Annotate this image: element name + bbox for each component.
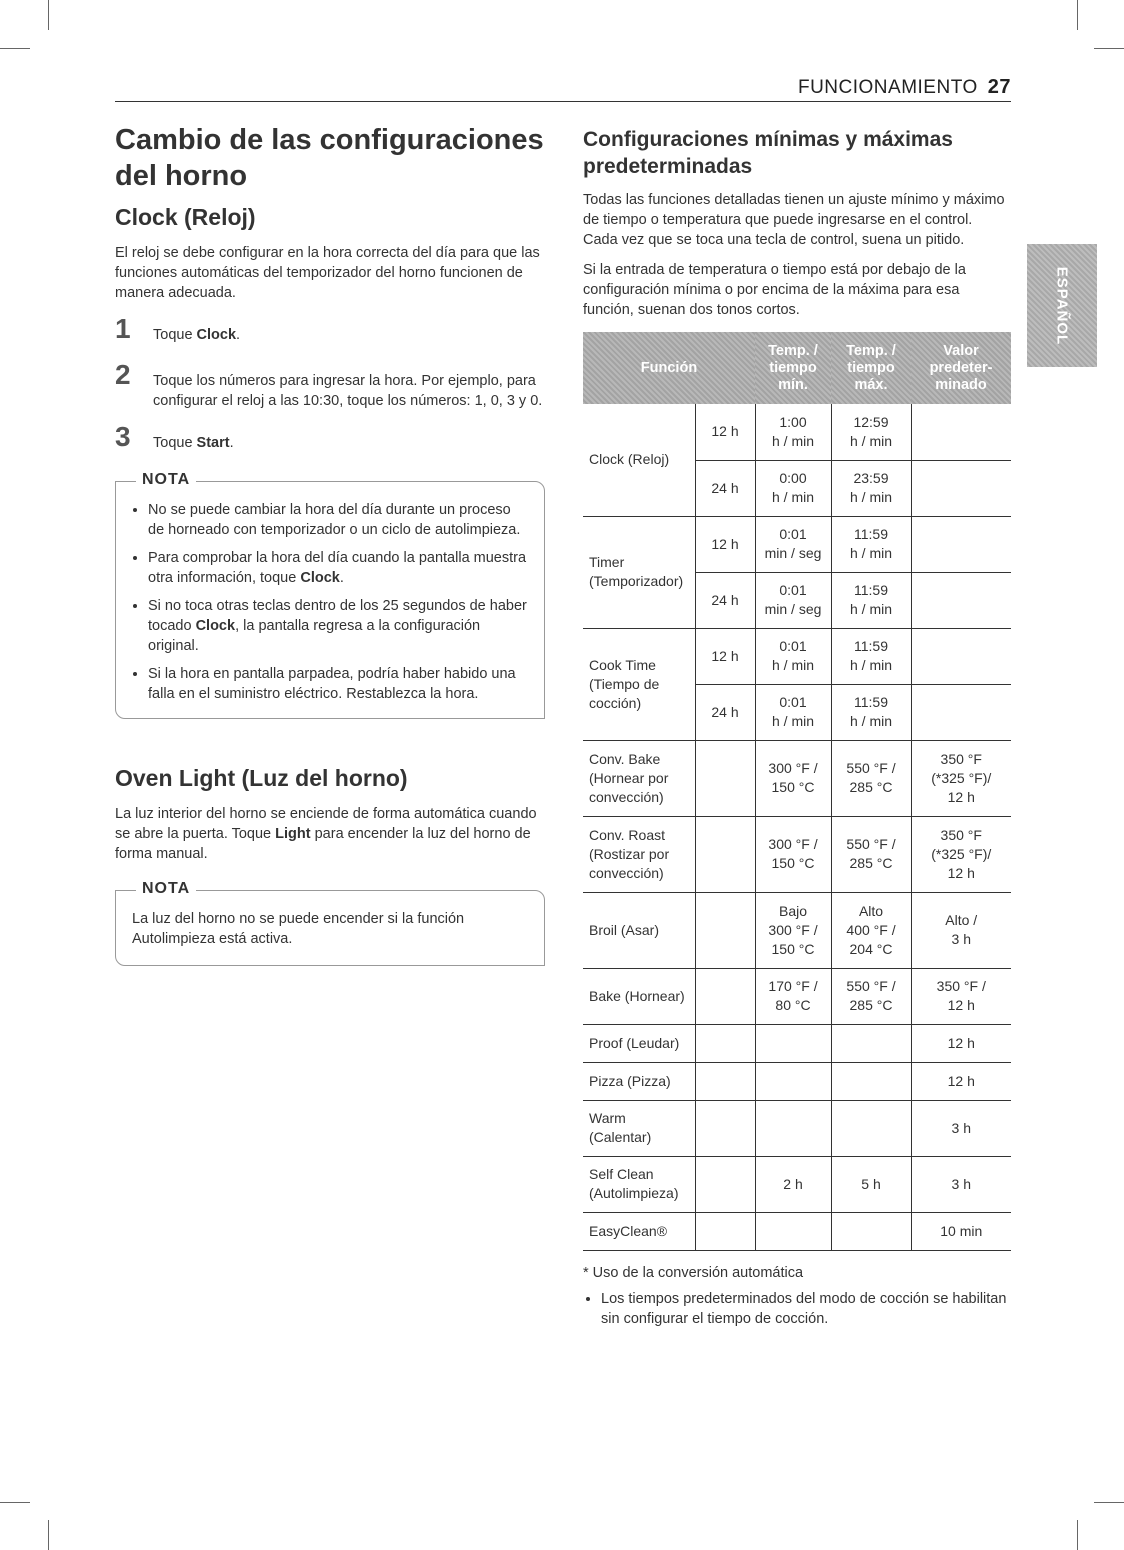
step-text: Toque [153,327,197,343]
table-cell: Proof (Leudar) [583,1024,695,1062]
step-1 [115,313,545,345]
intro-paragraph: Todas las funciones detalladas tienen un ajuste mínimo y máximo de tiempo o temperatura que puede ingresarse en el control. Cada vez que se toca una tecla de control, suena un pitido. [583,192,1005,248]
note-list [132,500,530,704]
table-cell: Cook Time (Tiempo de cocción) [583,628,695,740]
table-row [583,816,1011,892]
table-cell [695,892,755,968]
page-header [798,76,1011,99]
table-cell: 0:01 min / seg [755,516,831,572]
table-cell: 12 h [911,1062,1011,1100]
note-box [115,880,545,966]
crop-mark [1077,1520,1078,1550]
language-tab-label: ESPAÑOL [1053,266,1071,346]
step-2 [115,359,545,411]
language-tab [1027,244,1097,367]
table-cell: Alto / 3 h [911,892,1011,968]
crop-mark [0,1502,30,1503]
step-3 [115,421,545,453]
page-number: 27 [987,76,1011,98]
table-cell: 0:01 min / seg [755,572,831,628]
table-cell: 300 °F / 150 °C [755,740,831,816]
section-title: FUNCIONAMIENTO [797,77,978,98]
table-cell: Broil (Asar) [583,892,695,968]
table-cell [911,628,1011,684]
table-cell: Bake (Hornear) [583,968,695,1024]
table-cell: Clock (Reloj) [583,404,695,516]
note-text: La luz del horno no se puede encender si la función Autolimpieza está activa. [132,911,465,947]
table-cell: EasyClean® [583,1212,695,1250]
table-cell [831,1100,911,1156]
table-cell: 300 °F / 150 °C [755,816,831,892]
table-cell: Conv. Bake (Hornear por convección) [583,740,695,816]
table-cell [755,1024,831,1062]
table-row [583,892,1011,968]
table-row [583,516,1011,572]
table-row [583,628,1011,684]
table-cell: 170 °F / 80 °C [755,968,831,1024]
table-cell: Alto 400 °F / 204 °C [831,892,911,968]
table-row [583,968,1011,1024]
table-cell [755,1212,831,1250]
table-cell [695,816,755,892]
table-cell [755,1062,831,1100]
table-cell [911,404,1011,460]
bullet-item: • Los tiempos predeterminados del modo de cocción se habilitan sin configurar el tiempo de cocción. [601,1289,1011,1329]
table-cell [831,1024,911,1062]
table-cell: 5 h [831,1156,911,1212]
note-title: NOTA [136,471,196,489]
table-row [583,740,1011,816]
table-cell: Warm (Calentar) [583,1100,695,1156]
table-header-row [583,332,1011,404]
table-cell [695,968,755,1024]
note-item: • Si no toca otras teclas dentro de los 25 segundos de haber tocado Clock, la pantalla regresa a la configuración original. [148,596,530,656]
table-cell: 2 h [755,1156,831,1212]
table-cell [695,1024,755,1062]
table-cell [695,1156,755,1212]
table-cell: 550 °F / 285 °C [831,968,911,1024]
table-cell: 24 h [695,684,755,740]
page-title: Cambio de las configuraciones del horno [115,124,544,192]
table-cell: 11:59 h / min [831,572,911,628]
table-cell: Pizza (Pizza) [583,1062,695,1100]
table-row [583,1212,1011,1250]
table-cell [911,460,1011,516]
table-row [583,1100,1011,1156]
column-header: Función [583,332,755,404]
clock-heading: Clock (Reloj) [115,204,256,230]
table-cell: 24 h [695,460,755,516]
table-cell: 0:01 h / min [755,684,831,740]
table-cell [831,1212,911,1250]
table-cell [911,516,1011,572]
table-cell: 12 h [695,516,755,572]
table-cell [695,1212,755,1250]
intro-paragraph: Si la entrada de temperatura o tiempo está por debajo de la configuración mínima o por encima de la máxima para esa función, suenan dos tonos cortos. [583,262,966,318]
table-cell [911,572,1011,628]
table-row [583,1156,1011,1212]
table-cell: 12 h [695,628,755,684]
table-cell: 11:59 h / min [831,516,911,572]
table-cell: Self Clean (Autolimpieza) [583,1156,695,1212]
crop-mark [0,48,30,49]
note-item: • Si la hora en pantalla parpadea, podría haber habido una falla en el suministro eléctrico. Restablezca la hora. [148,664,530,704]
step-number: 2 [115,359,131,390]
step-text: Toque los números para ingresar la hora. Por ejemplo, para configurar el reloj a las 10:30, toque los números: 1, 0, 3 y 0. [153,373,543,409]
step-text: . [229,435,234,451]
table-row [583,1062,1011,1100]
table-cell: 12:59 h / min [831,404,911,460]
light-intro: La luz interior del horno se enciende de forma automática cuando se abre la puerta. Toque Light para encender la luz del horno de forma manual. [115,806,537,862]
step-key: Clock [196,327,237,343]
note-item: • Para comprobar la hora del día cuando la pantalla muestra otra información, toque Clock. [148,548,530,588]
crop-mark [1094,1502,1124,1503]
header-rule [115,101,1011,102]
table-cell: 1:00 h / min [755,404,831,460]
table-cell: Timer (Temporizador) [583,516,695,628]
table-body [583,404,1011,1250]
note-title: NOTA [136,880,196,898]
settings-table [583,332,1011,1251]
table-cell [755,1100,831,1156]
crop-mark [1077,0,1078,30]
table-cell: 11:59 h / min [831,628,911,684]
table-cell: 3 h [911,1100,1011,1156]
table-cell: 550 °F / 285 °C [831,816,911,892]
table-row [583,1024,1011,1062]
table-cell: 11:59 h / min [831,684,911,740]
table-cell [911,684,1011,740]
table-cell: Conv. Roast (Rostizar por convección) [583,816,695,892]
left-column [115,122,545,966]
crop-mark [48,1520,49,1550]
bullet-list [583,1289,1011,1329]
table-cell [831,1062,911,1100]
column-header: Valor predeter-minado [911,332,1011,404]
table-cell: 3 h [911,1156,1011,1212]
table-cell: 12 h [695,404,755,460]
table-cell: 10 min [911,1212,1011,1250]
table-row [583,404,1011,460]
note-item: • No se puede cambiar la hora del día durante un proceso de horneado con temporizador o un ciclo de autolimpieza. [148,500,530,540]
column-header: Temp. / tiempo mín. [755,332,831,404]
table-cell: 350 °F (*325 °F)/ 12 h [911,740,1011,816]
light-heading: Oven Light (Luz del horno) [115,765,408,791]
step-key: Start [196,435,230,451]
table-cell: 0:01 h / min [755,628,831,684]
table-cell: 350 °F / 12 h [911,968,1011,1024]
table-cell: 550 °F / 285 °C [831,740,911,816]
column-header: Temp. / tiempo máx. [831,332,911,404]
step-number: 3 [115,421,131,452]
table-cell: 350 °F (*325 °F)/ 12 h [911,816,1011,892]
table-cell [695,1062,755,1100]
right-column [583,126,1011,1329]
step-text: Toque [153,435,197,451]
table-cell [695,1100,755,1156]
footnote: * Uso de la conversión automática [583,1264,804,1281]
table-cell: 23:59 h / min [831,460,911,516]
table-cell: Bajo 300 °F / 150 °C [755,892,831,968]
table-cell: 0:00 h / min [755,460,831,516]
section-heading: Configuraciones mínimas y máximas predeterminadas [583,128,953,178]
step-number: 1 [115,313,131,344]
clock-intro: El reloj se debe configurar en la hora correcta del día para que las funciones automáticas del temporizador del horno funcionen de manera adecuada. [115,245,540,301]
note-box [115,471,545,719]
table-cell [695,740,755,816]
table-cell: 24 h [695,572,755,628]
table-cell: 12 h [911,1024,1011,1062]
step-text: . [236,327,241,343]
crop-mark [1094,48,1124,49]
crop-mark [48,0,49,30]
